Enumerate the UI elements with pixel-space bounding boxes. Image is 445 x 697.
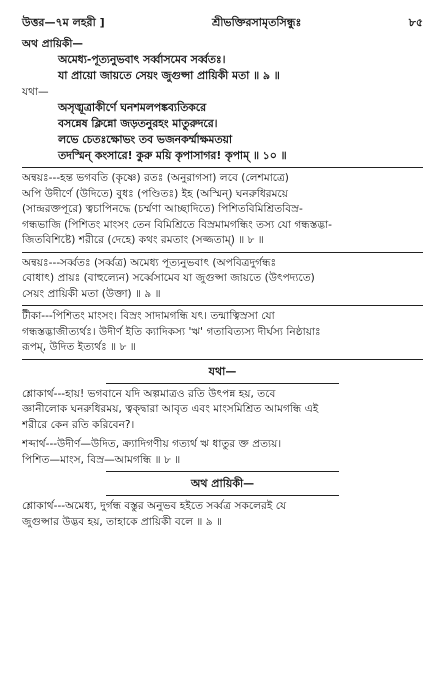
anvaya-8-line: জিতবিশিষ্টে) শরীরে (দেহে) কথং রমতাং (সজ্জতাম্) ॥ ৮ ॥ [22, 234, 264, 246]
divider [22, 305, 423, 306]
tika [22, 309, 423, 356]
verse-10-line-3: লভে চেতঃক্ষোভং তব ভজনকর্ম্মাক্ষমতয়া [58, 133, 232, 146]
section-heading-prayiki: অথ প্রায়িকী— [22, 38, 84, 50]
divider [22, 359, 423, 360]
header-title: শ্রীভক্তিরসামৃতসিন্ধুঃ [211, 16, 302, 29]
section-heading-prayiki-2: অথ প্রায়িকী— [190, 477, 255, 490]
shlokartha-8-line: জ্ঞানীলোক ঘনরুধিরময়, ত্বক্দ্বারা আবৃত এবং মাংসমিশ্রিত আমগন্ধি এই [22, 403, 319, 415]
anvaya-9-line: সেয়ং প্রায়িকী মতা (উক্তা) ॥ ৯ ॥ [22, 287, 161, 300]
divider [106, 471, 339, 472]
tika-line: গন্ধস্তদ্ভাজীত্যর্থঃ। উদীর্ণ ইতি ক্যাদিকস্য 'ঋ' গতাবিত্যস্য দীর্ঘস্য নিষ্ঠায়াঃ [22, 325, 321, 338]
shlokartha-8-line: শরীরে কেন রতি করিবেন?। [22, 418, 135, 431]
verse-9-line-2: যা প্রায়ো জায়তে সেয়ং জুগুপ্সা প্রায়িকী মতা ॥ ৯ ॥ [58, 69, 280, 82]
anvaya-8-line: (সান্দ্ররক্তপূরে) ত্বচাপিনদ্ধে (চর্ম্মণা আচ্ছাদিতে) পিশিতবিমিশ্রিতবিস্র- [22, 203, 303, 215]
anvaya-9 [22, 256, 423, 303]
shlokartha-9-line: জুগুপ্সার উদ্ভব হয়, তাহাকে প্রায়িকী বলে ॥ ৯ ॥ [22, 515, 222, 528]
divider [106, 383, 339, 384]
divider [22, 167, 423, 168]
anvaya-8-line: অন্বয়ঃ---হন্ত ভগবতি (কৃষ্ণে) রতঃ (অনুরাগসা) লবে (লেশমাত্রে) [22, 172, 289, 184]
anvaya-9-line: অন্বয়ঃ---সর্ব্বতঃ (সর্ব্বত্র) অমেধ্য পূত্যনুভবাৎ (অপবিত্রদুর্গন্ধঃ [22, 256, 277, 269]
verse-9-line-1: অমেধ্য-পূত্যনুভবাৎ সর্ব্বাসমেব সর্ব্বতঃ। [58, 53, 226, 66]
anvaya-8-line: গন্ধভাজি (পিশিতং মাংসং তেন বিমিশ্রিতে বিস্রমামগন্ধিং তস্য যো গন্ধস্তদ্ভা- [22, 218, 333, 231]
shlokartha-9 [22, 499, 423, 530]
verse-10-line-1: অসৃঙ্মূত্রাকীর্ণে ঘনশমলপঙ্কব্যতিকরে [58, 101, 207, 114]
verse-10-line-2: বসন্নেষ ক্লিন্নো জড়তনুরহং মাতুরুদরে। [58, 117, 218, 130]
divider [106, 495, 339, 496]
shlokartha-9-line: শ্লোকার্থ---অমেধ্য, দুর্গন্ধ বস্তুর অনুভব হইতে সর্ব্বত্র সকলেরই যে [22, 500, 287, 512]
tika-line: টীকা---পিশিতং মাংসং। বিস্রং সাদামগন্ধি যৎ। তন্মাত্বিস্রসা যো [22, 310, 275, 322]
yatha-label: যথা— [22, 86, 49, 98]
shabdartha-8-line: পিশিত—মাংস, বিস্র—আমগন্ধি ॥ ৮ ॥ [22, 453, 181, 466]
anvaya-8 [22, 171, 423, 249]
verse-10-line-4: তদস্মিন্ কংসারে! কুরু ময়ি কৃপাসাগর! কৃপাম্ ॥ ১০ ॥ [58, 149, 287, 162]
anvaya-8-line: অপি উদীর্ণে (উদিতে) বুধঃ (পণ্ডিতঃ) ইহ (অস্মিন্) ঘনরুধিরময়ে [22, 187, 288, 200]
yatha-center: যথা— [208, 364, 237, 378]
header-section: উত্তর—৭ম লহরী ] [22, 16, 105, 29]
shabdartha-8-line: শব্দার্থ---উদীর্ণ—উদিত, ক্র্যাদিগণীয় গত্যর্থ ঋ ধাতুর ক্ত প্রত্যয়। [22, 438, 282, 450]
divider [22, 252, 423, 253]
tika-line: রূপম্, উদিত ইত্যর্থঃ ॥ ৮ ॥ [22, 341, 136, 353]
anvaya-9-line: বোধাৎ) প্রায়ঃ (বাহুল্যেন) সর্ব্বেসামেব যা জুগুপ্সা জায়তে (উৎপদ্যতে) [22, 272, 315, 284]
shlokartha-8 [22, 387, 423, 434]
page-header [22, 14, 423, 36]
page-number: ৮৫ [408, 16, 423, 29]
shlokartha-8-line: শ্লোকার্থ---হায়! ভগবানে যদি অল্পমাত্রও রতি উৎপন্ন হয়, তবে [22, 387, 276, 400]
shabdartha-8 [22, 437, 423, 468]
